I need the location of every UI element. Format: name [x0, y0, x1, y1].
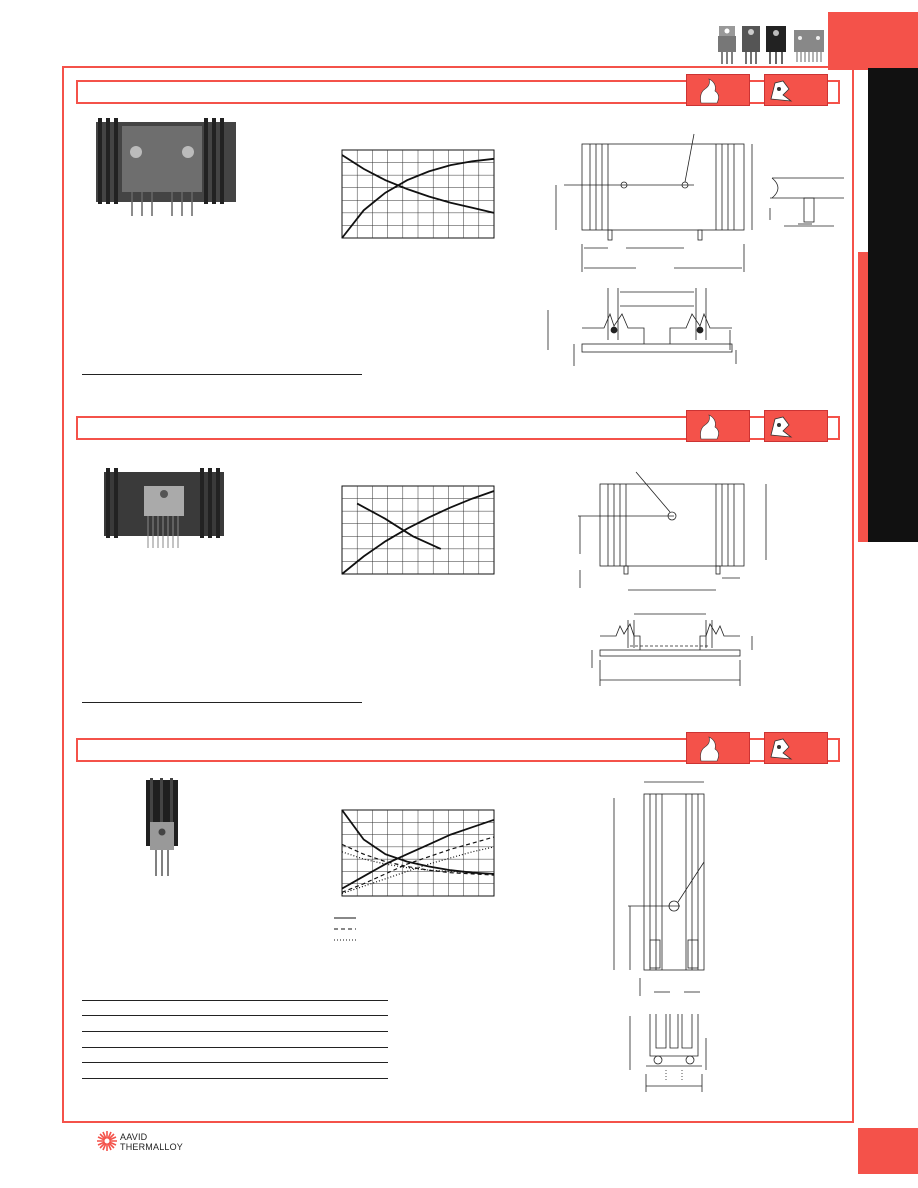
section-3-header: [76, 738, 840, 762]
heatsink-photo-2: [100, 466, 230, 552]
performance-chart-3: [340, 808, 496, 898]
clip-mount-icon: [764, 732, 828, 764]
section-2-header: [76, 416, 840, 440]
heatsink-photo-3: [138, 776, 186, 880]
series-falling-curve: [357, 504, 441, 549]
dimension-drawing-1: [544, 124, 854, 374]
to-220-package-icon: [716, 24, 738, 66]
performance-chart-2: [340, 484, 496, 576]
spec-table-row-line: [82, 1062, 388, 1063]
chart-3-legend: [332, 914, 358, 944]
dimension-drawing-3: [600, 778, 720, 1098]
spec-rule-1: [82, 374, 362, 375]
performance-chart-1: [340, 148, 496, 240]
corner-tab: [828, 12, 918, 70]
to-218-package-icon: [740, 24, 762, 66]
side-red-strip: [858, 252, 868, 542]
aavid-thermalloy-logo-icon: [96, 1130, 118, 1152]
spec-rule-2: [82, 702, 362, 703]
clip-mount-icon: [764, 410, 828, 442]
spec-table-row-line: [82, 1078, 388, 1079]
brand-wordmark: [120, 1132, 183, 1152]
page-number-tab: [858, 1128, 918, 1174]
clip-mount-icon: [764, 74, 828, 106]
spec-table-row-line: [82, 1015, 388, 1016]
spec-table-row-line: [82, 1031, 388, 1032]
thermal-compound-icon: [686, 410, 750, 442]
brand-line-1: AAVID: [120, 1132, 148, 1142]
dimension-drawing-2: [570, 466, 790, 692]
spec-table-row-line: [82, 1047, 388, 1048]
heatsink-photo-1: [92, 114, 242, 220]
spec-table-row-line: [82, 1000, 388, 1001]
thermal-compound-icon: [686, 732, 750, 764]
thermal-compound-icon: [686, 74, 750, 106]
to-247-package-icon: [764, 24, 788, 66]
section-1-header: [76, 80, 840, 104]
multiwatt-package-icon: [792, 24, 826, 66]
side-index-tab: [868, 68, 918, 542]
brand-line-2: THERMALLOY: [120, 1142, 184, 1152]
